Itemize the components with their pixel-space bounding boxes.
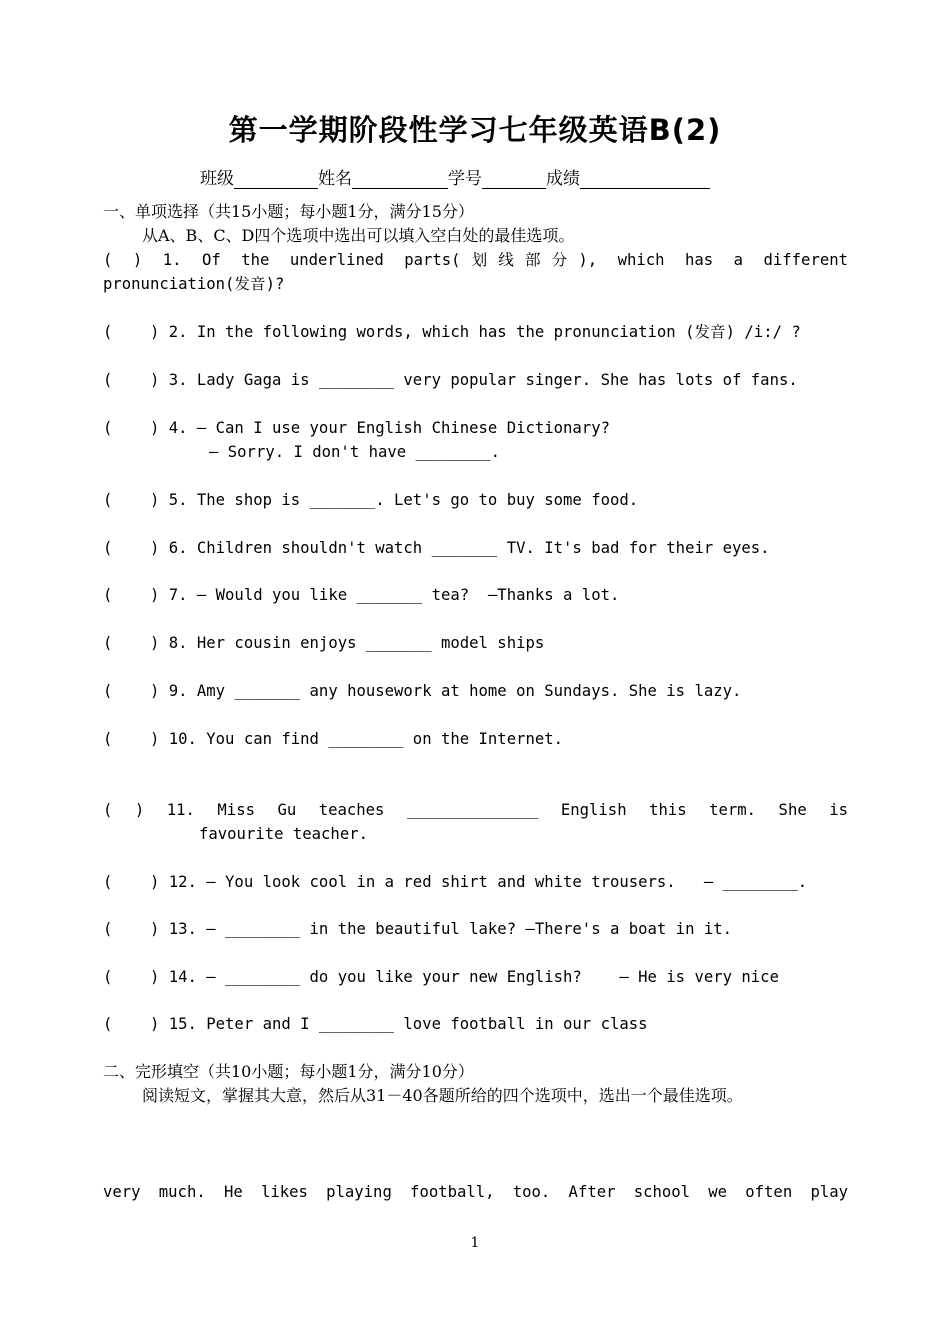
option-a[interactable] (136, 1058, 192, 1060)
number-label: 学号 (448, 169, 482, 189)
question-14: ( ) 14. — ________ do you like your new English? — He is very nice (103, 968, 779, 986)
passage-line-2 (103, 1134, 848, 1156)
passage-line-1 (142, 1110, 848, 1132)
name-label: 姓名 (318, 169, 352, 189)
question-7-options (103, 609, 848, 631)
question-6-options (103, 562, 848, 584)
question-3-options (103, 394, 848, 416)
question-11: ( ) 11. Miss Gu teaches ______________ English this term. She is (103, 801, 848, 819)
passage-line-4: very much. He likes playing football, too. After school we often play (103, 1183, 848, 1201)
question-4-options (103, 466, 848, 488)
question-13: ( ) 13. — ________ in the beautiful lake? —There's a boat in it. (103, 920, 733, 938)
passage-text (141, 1155, 807, 1156)
question-10-options-row1 (103, 753, 848, 775)
passage-text (452, 1131, 848, 1132)
option-a[interactable] (141, 318, 216, 320)
blank-number (405, 1131, 424, 1132)
question-1: ( ) 1. Of the underlined parts(划线部分), which has a different (103, 251, 848, 269)
question-11-cont: favourite teacher. (199, 825, 368, 843)
option-a[interactable] (136, 366, 192, 368)
option-a[interactable] (136, 725, 258, 727)
name-blank[interactable] (352, 170, 448, 189)
option-a[interactable] (136, 629, 192, 631)
question-1-cont: pronunciation(发音)? (103, 275, 285, 293)
section1-instruction: 从A、B、C、D四个选项中选出可以填入空白处的最佳选项。 (142, 226, 575, 245)
question-2-options (103, 346, 848, 368)
question-14-options (103, 991, 848, 1013)
section1-heading: 一、单项选择（共15小题；每小题1分，满分15分） (103, 202, 474, 221)
question-4-cont: — Sorry. I don't have ________. (209, 443, 501, 461)
score-blank[interactable] (580, 170, 710, 189)
option-a[interactable] (136, 963, 211, 965)
question-7: ( ) 7. — Would you like _______ tea? —Thanks a lot. (103, 586, 620, 604)
option-a[interactable] (136, 414, 174, 416)
blank-number (488, 1179, 507, 1180)
question-5-options (103, 514, 848, 536)
option-a[interactable] (136, 486, 183, 488)
class-label: 班级 (200, 169, 234, 189)
option-a[interactable] (136, 868, 230, 870)
passage-text (141, 1179, 470, 1180)
question-9: ( ) 9. Amy _______ any housework at home on Sundays. She is lazy. (103, 682, 742, 700)
passage-text (535, 1179, 704, 1180)
number-blank[interactable] (482, 170, 546, 189)
question-8: ( ) 8. Her cousin enjoys _______ model ships (103, 634, 545, 652)
question-13-options (103, 943, 848, 965)
blank-number (826, 1155, 845, 1156)
blank-number (723, 1179, 742, 1180)
option-a[interactable] (136, 582, 239, 584)
option-a[interactable] (136, 677, 221, 679)
question-2: ( ) 2. In the following words, which has the pronunciation (发音) /i:/ ? (103, 323, 801, 341)
question-1-options (103, 298, 848, 320)
cloze-blank-18[interactable] (479, 1179, 526, 1180)
question-15-options (103, 1038, 848, 1060)
question-10-options-row2 (103, 777, 848, 799)
passage-text (770, 1179, 817, 1180)
question-12: ( ) 12. — You look cool in a red shirt and white trousers. — ________. (103, 873, 808, 891)
class-blank[interactable] (234, 170, 318, 189)
question-8-options (103, 657, 848, 679)
section2-instruction: 阅读短文，掌握其大意，然后从31－40各题所给的四个选项中，选出一个最佳选项。 (142, 1086, 743, 1105)
option-c[interactable] (132, 797, 339, 799)
passage-text (180, 1131, 377, 1132)
question-5: ( ) 5. The shop is _______. Let's go to buy some food. (103, 491, 639, 509)
question-15: ( ) 15. Peter and I ________ love football in our class (103, 1015, 648, 1033)
score-label: 成绩 (546, 169, 580, 189)
cloze-blank-17[interactable] (816, 1155, 844, 1156)
passage-line-3 (103, 1158, 848, 1180)
student-info-row (200, 164, 710, 189)
question-12-options (103, 895, 848, 917)
question-10: ( ) 10. You can find ________ on the Internet. (103, 730, 564, 748)
option-a[interactable] (136, 534, 202, 536)
section2-heading: 二、完形填空（共10小题；每小题1分，满分10分） (103, 1062, 474, 1081)
question-4: ( ) 4. — Can I use your English Chinese Dictionary? (103, 419, 610, 437)
page-title: 第一学期阶段性学习七年级英语B(2) (228, 113, 722, 147)
option-a[interactable] (132, 773, 348, 775)
page-number: 1 (470, 1235, 480, 1251)
option-a[interactable] (136, 1011, 202, 1013)
question-9-options (103, 705, 848, 727)
question-6: ( ) 6. Children shouldn't watch _______ TV. It's bad for their eyes. (103, 539, 770, 557)
cloze-blank-16[interactable] (386, 1131, 442, 1132)
option-a[interactable] (136, 915, 258, 917)
question-3: ( ) 3. Lady Gaga is ________ very popular singer. She has lots of fans. (103, 371, 798, 389)
cloze-blank-19[interactable] (713, 1179, 760, 1180)
question-11-options (103, 848, 848, 870)
